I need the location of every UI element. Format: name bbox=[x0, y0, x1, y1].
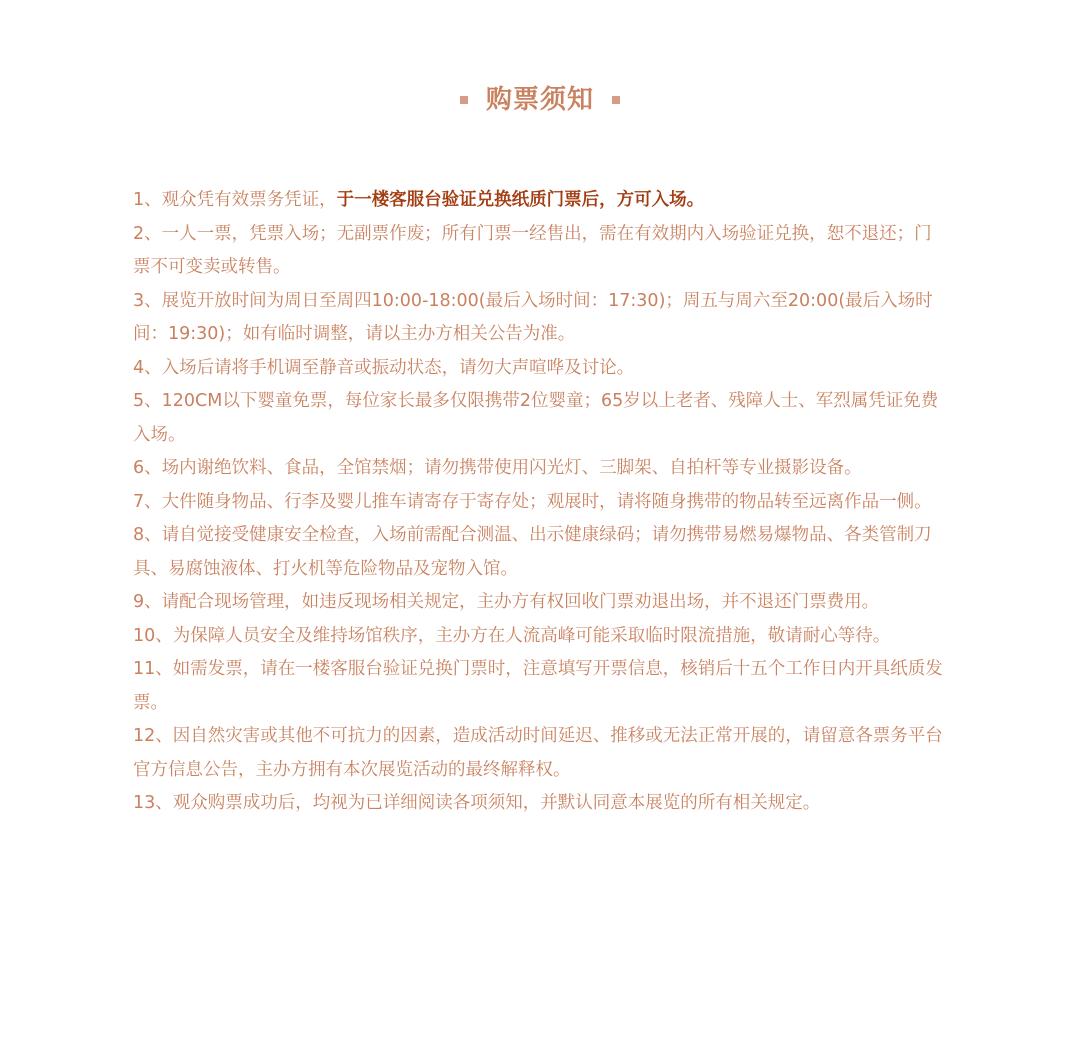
notice-item-text: 11、如需发票，请在一楼客服台验证兑换门票时，注意填写开票信息，核销后十五个工作日内开具纸质发票。 bbox=[133, 659, 943, 713]
notice-item-text: 12、因自然灾害或其他不可抗力的因素，造成活动时间延迟、推移或无法正常开展的，请留意各票务平台官方信息公告，主办方拥有本次展览活动的最终解释权。 bbox=[133, 726, 943, 780]
notice-item-4 bbox=[133, 352, 948, 386]
notice-item-8 bbox=[133, 519, 948, 586]
title-bullet-right bbox=[612, 96, 620, 104]
page-title: 购票须知 bbox=[485, 85, 594, 115]
notice-item-emphasis: 于一楼客服台验证兑换纸质门票后，方可入场。 bbox=[336, 190, 705, 210]
notice-item-6 bbox=[133, 452, 948, 486]
notice-item-2 bbox=[133, 218, 948, 285]
notice-item-text: 4、入场后请将手机调至静音或振动状态，请勿大声喧哗及讨论。 bbox=[133, 357, 635, 378]
notice-item-9 bbox=[133, 586, 948, 620]
notice-item-text: 6、场内谢绝饮料、食品，全馆禁烟；请勿携带使用闪光灯、三脚架、自拍杆等专业摄影设备。 bbox=[133, 458, 862, 478]
notice-header bbox=[0, 80, 1080, 120]
notice-item-11 bbox=[133, 653, 948, 720]
notice-item-10 bbox=[133, 620, 948, 654]
notice-item-text: 13、观众购票成功后，均视为已详细阅读各项须知，并默认同意本展览的所有相关规定。 bbox=[133, 793, 821, 813]
notice-item-3 bbox=[133, 285, 948, 352]
notice-item-text: 3、展览开放时间为周日至周四10:00-18:00(最后入场时间：17:30)；周五与周六至20:00(最后入场时间：19:30)；如有临时调整，请以主办方相关公告为准。 bbox=[133, 290, 933, 344]
notice-item-text: 1、观众凭有效票务凭证， bbox=[133, 190, 337, 210]
notice-list bbox=[133, 184, 948, 821]
notice-item-text: 7、大件随身物品、行李及婴儿推车请寄存于寄存处；观展时，请将随身携带的物品转至远离作品一侧。 bbox=[133, 491, 932, 512]
notice-item-13 bbox=[133, 787, 948, 821]
notice-item-text: 9、请配合现场管理，如违反现场相关规定，主办方有权回收门票劝退出场，并不退还门票费用。 bbox=[133, 592, 880, 612]
title-bullet-left bbox=[460, 96, 468, 104]
notice-item-1 bbox=[133, 184, 948, 218]
notice-item-text: 5、120CM以下婴童免票，每位家长最多仅限携带2位婴童；65岁以上老者、残障人士、军烈属凭证免费入场。 bbox=[133, 391, 939, 445]
notice-item-12 bbox=[133, 720, 948, 787]
notice-item-text: 8、请自觉接受健康安全检查，入场前需配合测温、出示健康绿码；请勿携带易燃易爆物品、各类管制刀具、易腐蚀液体、打火机等危险物品及宠物入馆。 bbox=[133, 525, 932, 579]
notice-item-5 bbox=[133, 385, 948, 452]
notice-item-text: 2、一人一票，凭票入场；无副票作废；所有门票一经售出，需在有效期内入场验证兑换，恕不退还；门票不可变卖或转售。 bbox=[133, 223, 932, 277]
notice-item-text: 10、为保障人员安全及维持场馆秩序，主办方在人流高峰可能采取临时限流措施，敬请耐心等待。 bbox=[133, 625, 891, 646]
notice-item-7 bbox=[133, 486, 948, 520]
